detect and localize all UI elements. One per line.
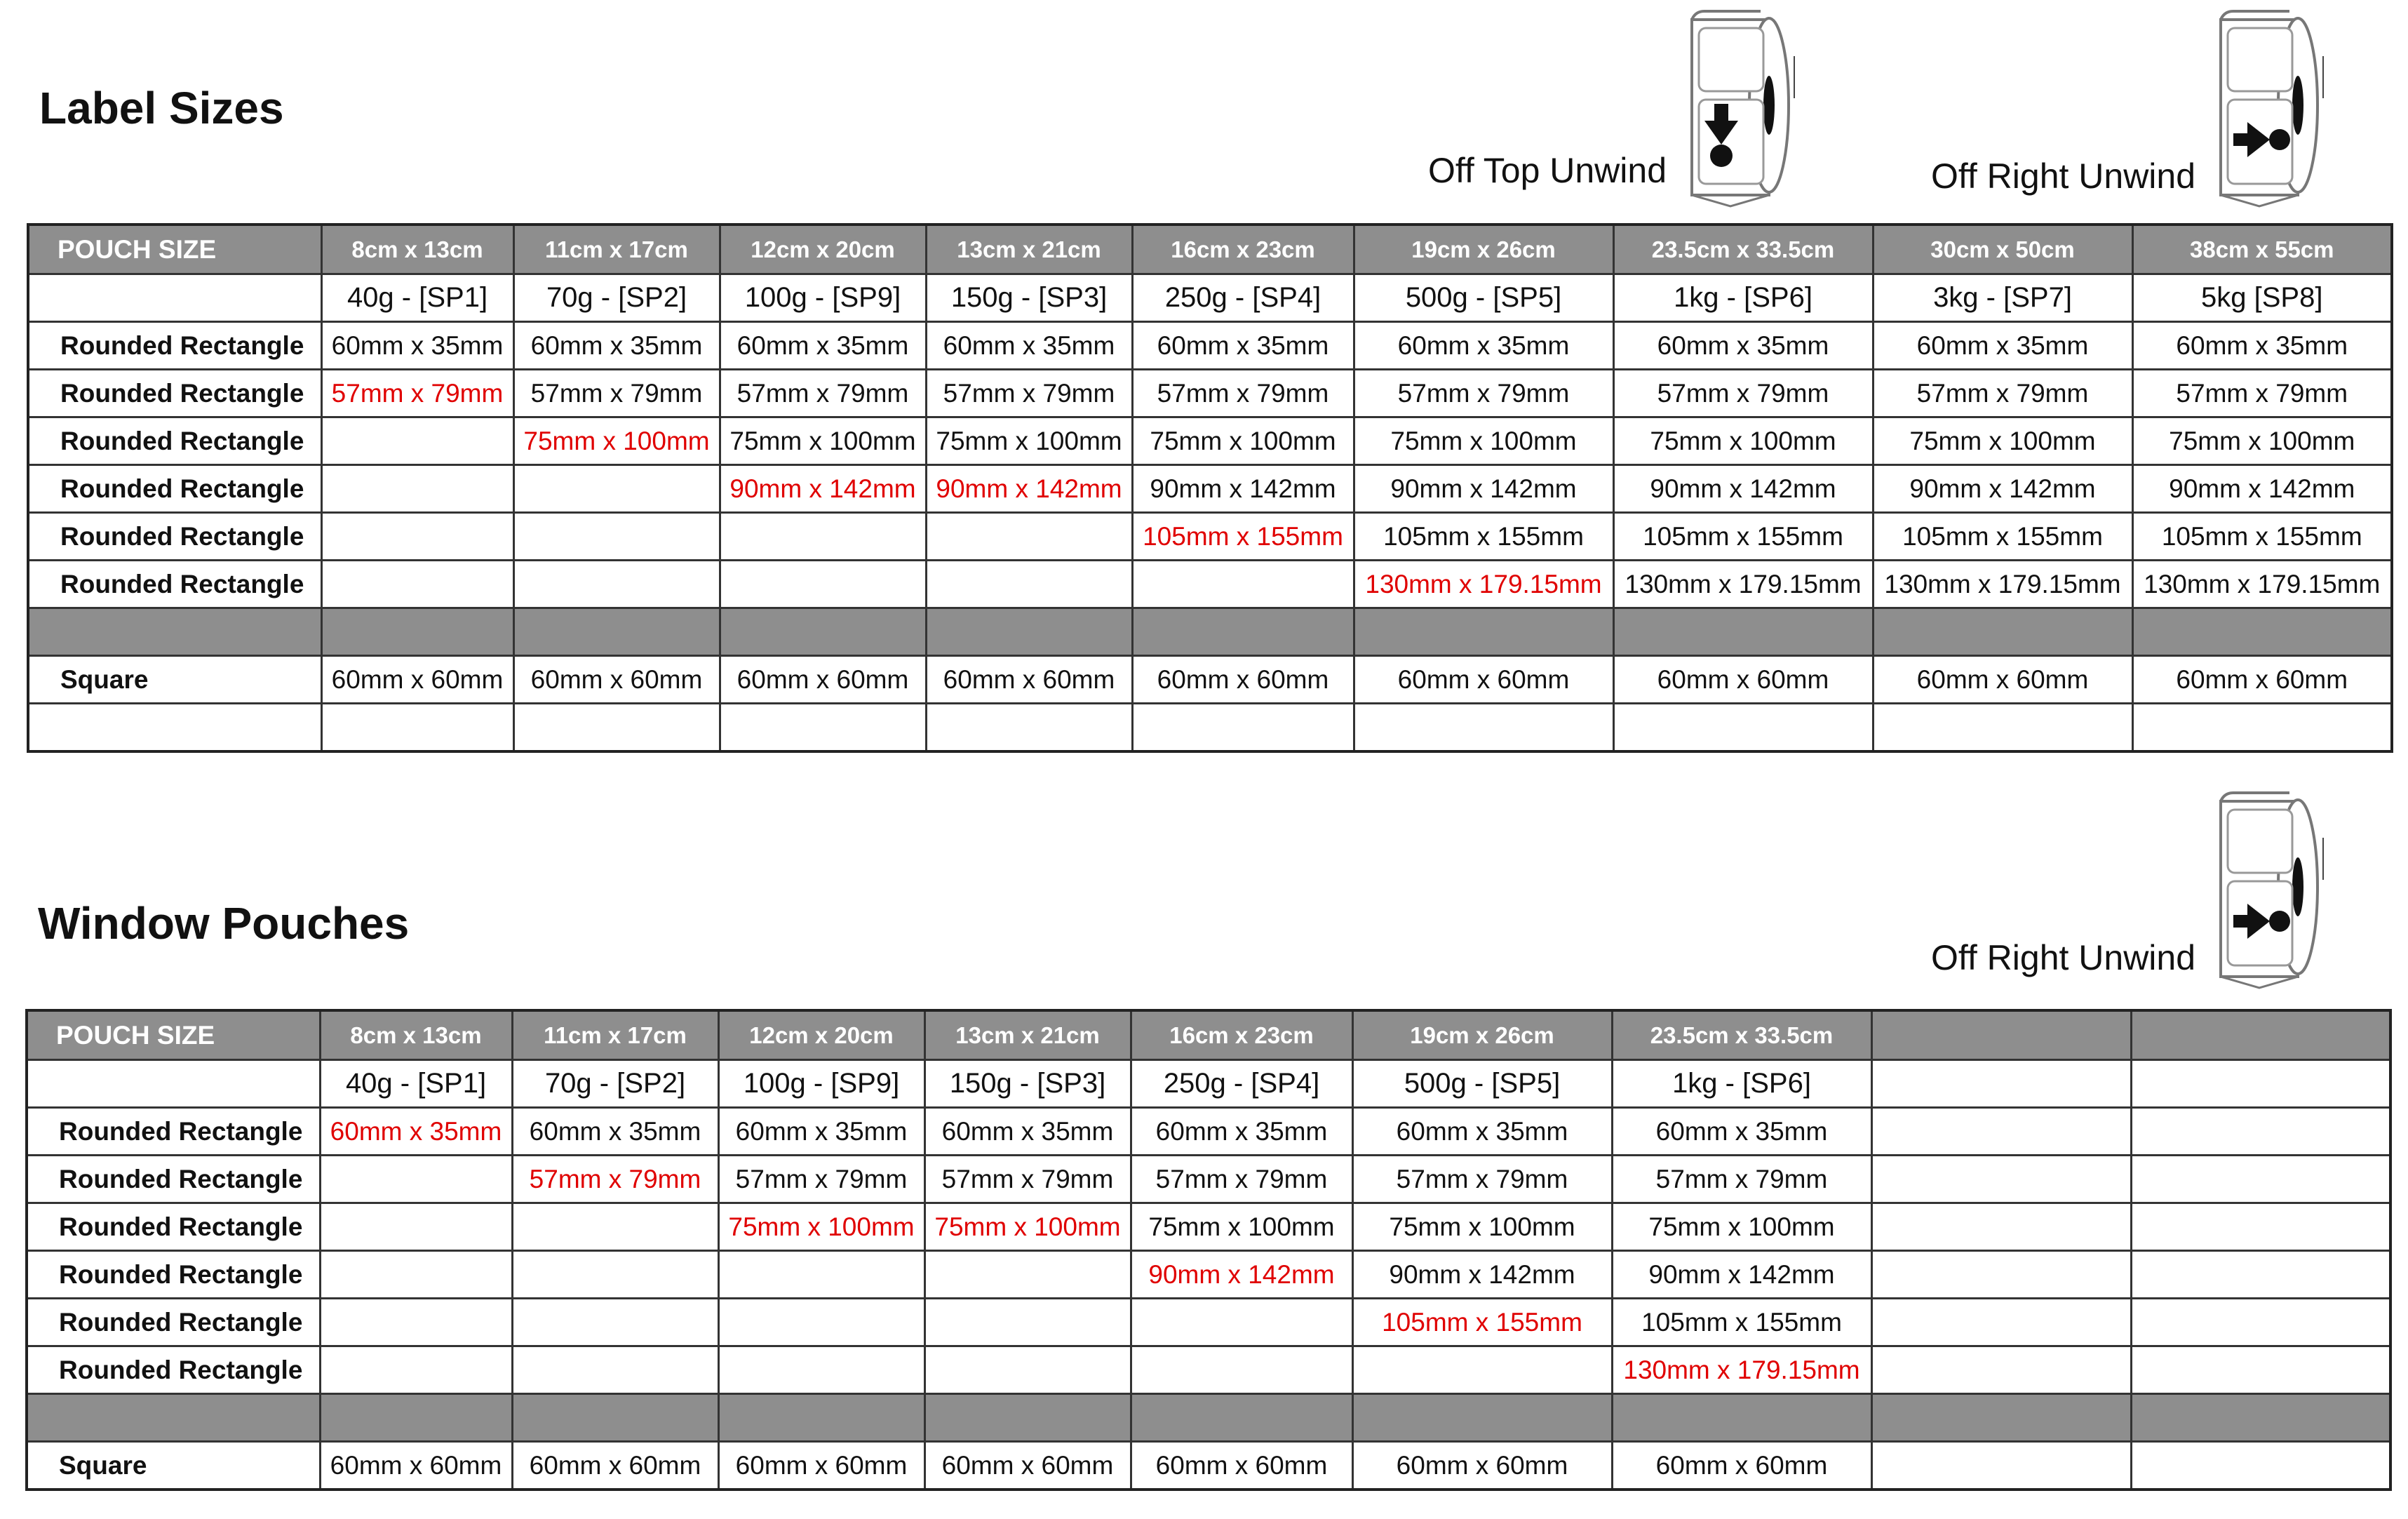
separator-cell xyxy=(1352,1394,1612,1442)
size-cell xyxy=(1131,1346,1352,1394)
size-cell: 75mm x 100mm xyxy=(1132,417,1354,465)
separator-cell xyxy=(924,1394,1131,1442)
size-cell: 57mm x 79mm xyxy=(720,370,926,417)
size-cell: 90mm x 142mm xyxy=(1613,465,1873,513)
size-cell xyxy=(512,1251,718,1299)
size-cell: 75mm x 100mm xyxy=(1612,1203,1871,1251)
separator-cell xyxy=(2132,608,2392,656)
blank-row xyxy=(28,704,2392,752)
size-cell: 60mm x 60mm xyxy=(1352,1442,1612,1490)
pouch-size-column-header: 38cm x 55cm xyxy=(2132,225,2392,274)
weight-cell: 100g - [SP9] xyxy=(720,274,926,322)
size-cell: 57mm x 79mm xyxy=(718,1156,924,1203)
separator-row xyxy=(28,608,2392,656)
size-cell: 57mm x 79mm xyxy=(1352,1156,1612,1203)
weight-cell: 500g - [SP5] xyxy=(1354,274,1613,322)
size-cell: 57mm x 79mm xyxy=(513,370,720,417)
separator-cell xyxy=(1873,608,2132,656)
separator-row xyxy=(27,1394,2390,1442)
size-cell: 75mm x 100mm xyxy=(926,417,1132,465)
size-cell xyxy=(2131,1251,2390,1299)
size-cell xyxy=(926,561,1132,608)
pouch-size-column-header: 13cm x 21cm xyxy=(924,1010,1131,1060)
blank-cell xyxy=(1354,704,1613,752)
size-cell: 90mm x 142mm xyxy=(1131,1251,1352,1299)
size-cell: 60mm x 35mm xyxy=(2132,322,2392,370)
size-cell: 60mm x 35mm xyxy=(1131,1108,1352,1156)
size-cell: 75mm x 100mm xyxy=(1131,1203,1352,1251)
size-cell xyxy=(1131,1299,1352,1346)
size-cell xyxy=(2131,1442,2390,1490)
table-row xyxy=(28,465,2392,513)
size-cell xyxy=(720,561,926,608)
table-row xyxy=(27,1299,2390,1346)
separator-cell xyxy=(720,608,926,656)
separator-cell xyxy=(926,608,1132,656)
weight-cell: 250g - [SP4] xyxy=(1132,274,1354,322)
size-cell xyxy=(718,1299,924,1346)
size-cell: 90mm x 142mm xyxy=(1873,465,2132,513)
pouch-size-column-header: 12cm x 20cm xyxy=(720,225,926,274)
weight-cell xyxy=(1871,1060,2131,1108)
weight-cell xyxy=(27,1060,320,1108)
off-right-unwind-label-2: Off Right Unwind xyxy=(1931,938,2196,977)
size-cell: 105mm x 155mm xyxy=(1873,513,2132,561)
size-cell: 75mm x 100mm xyxy=(1352,1203,1612,1251)
weight-cell: 150g - [SP3] xyxy=(926,274,1132,322)
pouch-size-column-header: 19cm x 26cm xyxy=(1354,225,1613,274)
separator-cell xyxy=(718,1394,924,1442)
blank-cell xyxy=(28,704,321,752)
roll-off-top-unwind-icon xyxy=(1678,7,1797,210)
size-cell: 57mm x 79mm xyxy=(1132,370,1354,417)
size-cell: 60mm x 35mm xyxy=(1613,322,1873,370)
weight-cell xyxy=(2131,1060,2390,1108)
size-cell: 57mm x 79mm xyxy=(926,370,1132,417)
size-cell: 75mm x 100mm xyxy=(513,417,720,465)
pouch-size-column-header: 11cm x 17cm xyxy=(512,1010,718,1060)
size-cell xyxy=(1871,1108,2131,1156)
size-cell: 60mm x 60mm xyxy=(1132,656,1354,704)
table-row xyxy=(28,322,2392,370)
row-label: Square xyxy=(27,1442,320,1490)
pouch-size-column-header xyxy=(1871,1010,2131,1060)
pouch-size-header: POUCH SIZE xyxy=(28,225,321,274)
size-cell: 130mm x 179.15mm xyxy=(1873,561,2132,608)
pouch-size-header: POUCH SIZE xyxy=(27,1010,320,1060)
row-label: Rounded Rectangle xyxy=(28,322,321,370)
size-cell: 75mm x 100mm xyxy=(720,417,926,465)
separator-cell xyxy=(1612,1394,1871,1442)
size-cell: 60mm x 35mm xyxy=(1352,1108,1612,1156)
size-cell xyxy=(1352,1346,1612,1394)
size-cell xyxy=(2131,1108,2390,1156)
size-cell: 75mm x 100mm xyxy=(2132,417,2392,465)
size-cell xyxy=(924,1251,1131,1299)
size-cell: 60mm x 35mm xyxy=(512,1108,718,1156)
size-cell xyxy=(1871,1346,2131,1394)
size-cell xyxy=(1871,1203,2131,1251)
size-cell: 75mm x 100mm xyxy=(1613,417,1873,465)
size-cell: 105mm x 155mm xyxy=(1132,513,1354,561)
table-row xyxy=(28,561,2392,608)
size-cell: 57mm x 79mm xyxy=(512,1156,718,1203)
size-cell xyxy=(718,1346,924,1394)
size-cell: 90mm x 142mm xyxy=(1612,1251,1871,1299)
size-cell: 60mm x 60mm xyxy=(2132,656,2392,704)
weight-cell: 500g - [SP5] xyxy=(1352,1060,1612,1108)
size-cell xyxy=(2131,1203,2390,1251)
size-cell: 90mm x 142mm xyxy=(2132,465,2392,513)
size-cell xyxy=(321,465,513,513)
size-cell xyxy=(924,1299,1131,1346)
size-cell xyxy=(1871,1251,2131,1299)
size-cell xyxy=(320,1156,512,1203)
size-cell: 60mm x 35mm xyxy=(1354,322,1613,370)
size-cell xyxy=(320,1203,512,1251)
window-pouches-table xyxy=(25,1009,2392,1491)
size-cell: 57mm x 79mm xyxy=(1613,370,1873,417)
size-cell: 60mm x 60mm xyxy=(1873,656,2132,704)
weight-cell: 150g - [SP3] xyxy=(924,1060,1131,1108)
size-cell xyxy=(720,513,926,561)
size-cell: 60mm x 60mm xyxy=(513,656,720,704)
label-sizes-table xyxy=(27,223,2393,753)
size-cell: 57mm x 79mm xyxy=(1354,370,1613,417)
row-label: Rounded Rectangle xyxy=(28,465,321,513)
size-cell: 57mm x 79mm xyxy=(924,1156,1131,1203)
size-cell xyxy=(926,513,1132,561)
blank-cell xyxy=(513,704,720,752)
separator-cell xyxy=(1354,608,1613,656)
separator-cell xyxy=(321,608,513,656)
square-row xyxy=(27,1442,2390,1490)
size-cell: 60mm x 60mm xyxy=(718,1442,924,1490)
size-cell: 90mm x 142mm xyxy=(1352,1251,1612,1299)
size-cell xyxy=(2131,1299,2390,1346)
blank-cell xyxy=(2132,704,2392,752)
blank-cell xyxy=(926,704,1132,752)
pouch-size-column-header: 23.5cm x 33.5cm xyxy=(1613,225,1873,274)
size-cell xyxy=(513,465,720,513)
size-cell: 57mm x 79mm xyxy=(1612,1156,1871,1203)
size-cell: 57mm x 79mm xyxy=(321,370,513,417)
size-cell: 60mm x 35mm xyxy=(718,1108,924,1156)
square-row xyxy=(28,656,2392,704)
separator-cell xyxy=(2131,1394,2390,1442)
pouch-size-column-header: 19cm x 26cm xyxy=(1352,1010,1612,1060)
size-cell: 105mm x 155mm xyxy=(1354,513,1613,561)
pouch-size-column-header: 16cm x 23cm xyxy=(1131,1010,1352,1060)
size-cell xyxy=(2131,1346,2390,1394)
size-cell xyxy=(1871,1156,2131,1203)
size-cell: 90mm x 142mm xyxy=(1132,465,1354,513)
row-label: Rounded Rectangle xyxy=(27,1203,320,1251)
size-cell: 90mm x 142mm xyxy=(1354,465,1613,513)
size-cell: 105mm x 155mm xyxy=(1612,1299,1871,1346)
size-cell: 60mm x 60mm xyxy=(320,1442,512,1490)
size-cell: 60mm x 60mm xyxy=(1354,656,1613,704)
size-cell xyxy=(924,1346,1131,1394)
pouch-size-column-header: 23.5cm x 33.5cm xyxy=(1612,1010,1871,1060)
size-cell: 75mm x 100mm xyxy=(924,1203,1131,1251)
table-row xyxy=(28,417,2392,465)
size-cell xyxy=(512,1346,718,1394)
weight-cell: 250g - [SP4] xyxy=(1131,1060,1352,1108)
row-label: Rounded Rectangle xyxy=(28,513,321,561)
size-cell: 60mm x 60mm xyxy=(720,656,926,704)
size-cell xyxy=(718,1251,924,1299)
separator-cell xyxy=(320,1394,512,1442)
pouch-size-column-header: 8cm x 13cm xyxy=(320,1010,512,1060)
weight-cell: 1kg - [SP6] xyxy=(1612,1060,1871,1108)
off-top-unwind-label: Off Top Unwind xyxy=(1428,151,1667,190)
size-cell: 60mm x 35mm xyxy=(320,1108,512,1156)
weight-cell: 1kg - [SP6] xyxy=(1613,274,1873,322)
weight-cell: 5kg [SP8] xyxy=(2132,274,2392,322)
size-cell xyxy=(321,513,513,561)
weight-cell xyxy=(28,274,321,322)
size-cell xyxy=(321,561,513,608)
size-cell: 75mm x 100mm xyxy=(1354,417,1613,465)
row-label: Rounded Rectangle xyxy=(27,1346,320,1394)
row-label: Square xyxy=(28,656,321,704)
weight-cell: 100g - [SP9] xyxy=(718,1060,924,1108)
size-cell: 130mm x 179.15mm xyxy=(2132,561,2392,608)
weight-cell: 40g - [SP1] xyxy=(321,274,513,322)
blank-cell xyxy=(720,704,926,752)
size-cell: 130mm x 179.15mm xyxy=(1612,1346,1871,1394)
pouch-size-column-header: 16cm x 23cm xyxy=(1132,225,1354,274)
size-cell xyxy=(512,1203,718,1251)
size-cell xyxy=(321,417,513,465)
roll-off-right-unwind-icon-2 xyxy=(2207,789,2326,992)
table-row xyxy=(28,513,2392,561)
weight-row xyxy=(27,1060,2390,1108)
row-label: Rounded Rectangle xyxy=(28,561,321,608)
size-cell: 60mm x 60mm xyxy=(926,656,1132,704)
size-cell xyxy=(320,1346,512,1394)
separator-cell xyxy=(1132,608,1354,656)
size-cell: 60mm x 35mm xyxy=(924,1108,1131,1156)
size-cell xyxy=(513,513,720,561)
weight-cell: 70g - [SP2] xyxy=(512,1060,718,1108)
blank-cell xyxy=(1613,704,1873,752)
size-cell xyxy=(320,1251,512,1299)
row-label: Rounded Rectangle xyxy=(28,370,321,417)
size-cell: 57mm x 79mm xyxy=(2132,370,2392,417)
size-cell: 130mm x 179.15mm xyxy=(1613,561,1873,608)
size-cell xyxy=(1132,561,1354,608)
blank-cell xyxy=(1132,704,1354,752)
size-cell: 60mm x 60mm xyxy=(1612,1442,1871,1490)
blank-cell xyxy=(321,704,513,752)
table-row xyxy=(27,1156,2390,1203)
size-cell xyxy=(512,1299,718,1346)
pouch-size-column-header: 8cm x 13cm xyxy=(321,225,513,274)
size-cell: 60mm x 35mm xyxy=(720,322,926,370)
weight-cell: 70g - [SP2] xyxy=(513,274,720,322)
separator-cell xyxy=(1613,608,1873,656)
weight-row xyxy=(28,274,2392,322)
size-cell xyxy=(2131,1156,2390,1203)
table-row xyxy=(27,1251,2390,1299)
window-pouches-title: Window Pouches xyxy=(38,898,410,949)
pouch-size-column-header: 11cm x 17cm xyxy=(513,225,720,274)
blank-cell xyxy=(1873,704,2132,752)
separator-cell xyxy=(513,608,720,656)
size-cell: 60mm x 35mm xyxy=(1873,322,2132,370)
size-cell: 57mm x 79mm xyxy=(1131,1156,1352,1203)
weight-cell: 40g - [SP1] xyxy=(320,1060,512,1108)
separator-cell xyxy=(1131,1394,1352,1442)
table-row xyxy=(27,1203,2390,1251)
row-label: Rounded Rectangle xyxy=(27,1108,320,1156)
size-cell: 60mm x 35mm xyxy=(926,322,1132,370)
pouch-size-column-header: 13cm x 21cm xyxy=(926,225,1132,274)
size-cell: 90mm x 142mm xyxy=(926,465,1132,513)
pouch-size-column-header: 30cm x 50cm xyxy=(1873,225,2132,274)
table-row xyxy=(28,370,2392,417)
size-cell: 75mm x 100mm xyxy=(718,1203,924,1251)
label-sizes-title: Label Sizes xyxy=(39,83,284,133)
separator-cell xyxy=(28,608,321,656)
size-cell: 60mm x 60mm xyxy=(1131,1442,1352,1490)
size-cell: 60mm x 60mm xyxy=(1613,656,1873,704)
separator-cell xyxy=(512,1394,718,1442)
weight-cell: 3kg - [SP7] xyxy=(1873,274,2132,322)
size-cell: 57mm x 79mm xyxy=(1873,370,2132,417)
separator-cell xyxy=(1871,1394,2131,1442)
row-label: Rounded Rectangle xyxy=(27,1299,320,1346)
size-cell xyxy=(320,1299,512,1346)
pouch-size-column-header: 12cm x 20cm xyxy=(718,1010,924,1060)
size-cell: 60mm x 60mm xyxy=(321,656,513,704)
size-cell: 60mm x 35mm xyxy=(1132,322,1354,370)
size-cell: 60mm x 60mm xyxy=(512,1442,718,1490)
pouch-size-column-header xyxy=(2131,1010,2390,1060)
size-cell: 105mm x 155mm xyxy=(2132,513,2392,561)
row-label: Rounded Rectangle xyxy=(27,1251,320,1299)
roll-off-right-unwind-icon xyxy=(2207,7,2326,210)
size-cell: 90mm x 142mm xyxy=(720,465,926,513)
size-cell: 105mm x 155mm xyxy=(1352,1299,1612,1346)
separator-cell xyxy=(27,1394,320,1442)
size-cell: 60mm x 60mm xyxy=(924,1442,1131,1490)
row-label: Rounded Rectangle xyxy=(27,1156,320,1203)
off-right-unwind-label-1: Off Right Unwind xyxy=(1931,156,2196,196)
size-cell: 75mm x 100mm xyxy=(1873,417,2132,465)
size-cell xyxy=(513,561,720,608)
size-cell: 130mm x 179.15mm xyxy=(1354,561,1613,608)
row-label: Rounded Rectangle xyxy=(28,417,321,465)
header-row xyxy=(27,1010,2390,1060)
size-cell: 60mm x 35mm xyxy=(321,322,513,370)
table-row xyxy=(27,1346,2390,1394)
size-cell: 60mm x 35mm xyxy=(1612,1108,1871,1156)
table-row xyxy=(27,1108,2390,1156)
size-cell: 60mm x 35mm xyxy=(513,322,720,370)
size-cell xyxy=(1871,1299,2131,1346)
size-cell xyxy=(1871,1442,2131,1490)
size-cell: 105mm x 155mm xyxy=(1613,513,1873,561)
header-row xyxy=(28,225,2392,274)
